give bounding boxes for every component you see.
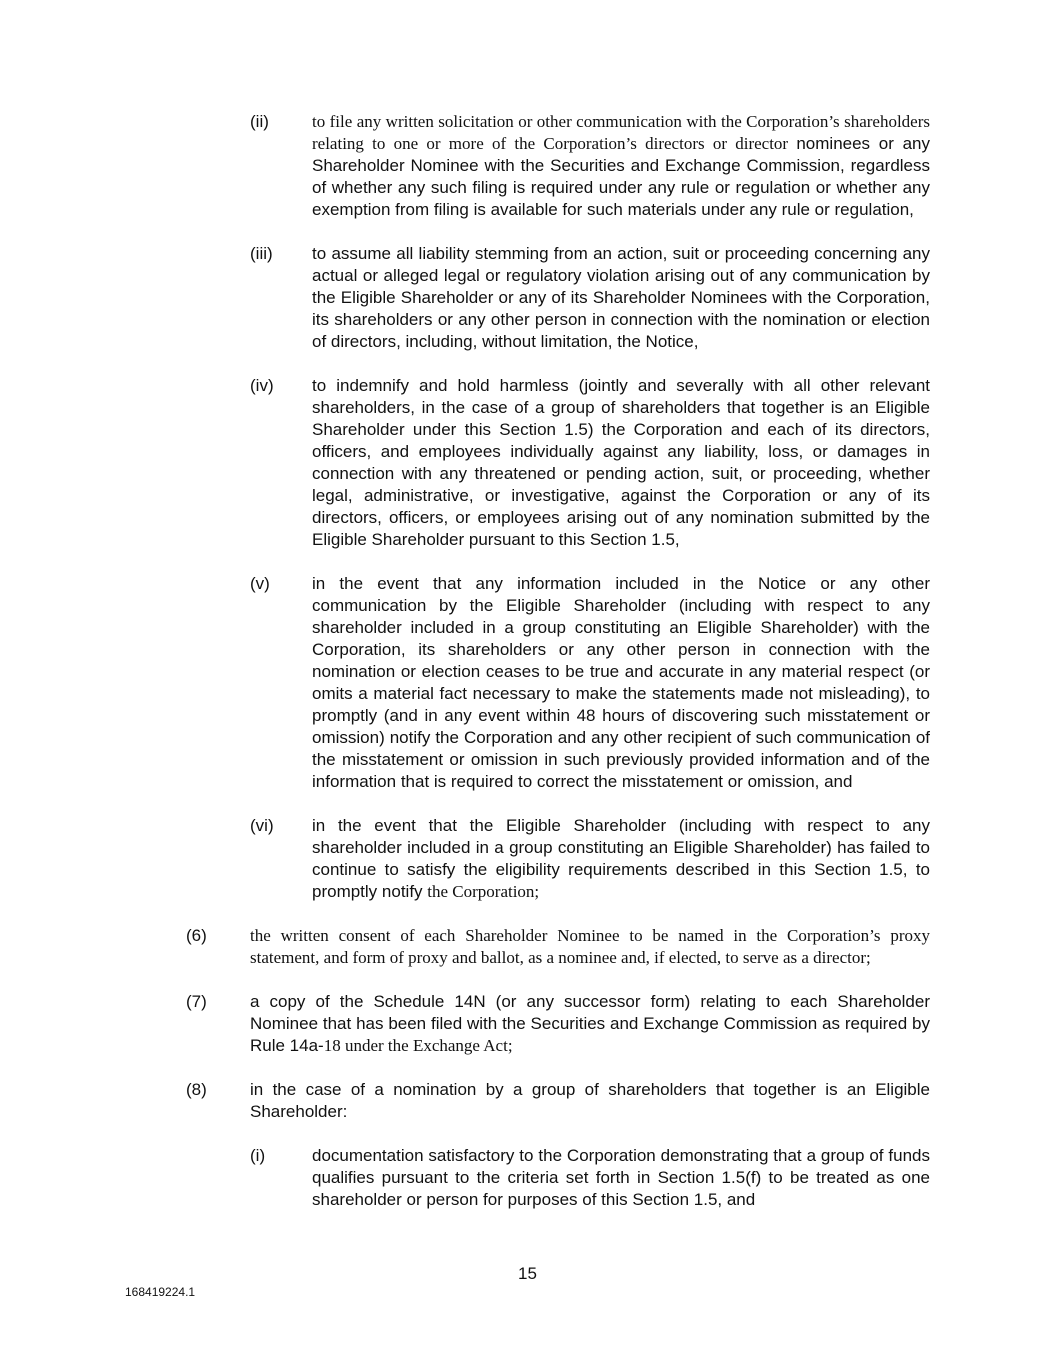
list-item-text [312,573,930,793]
list-item-iv [0,375,1055,551]
list-item-text [312,111,930,221]
list-item-text [250,991,930,1057]
text-segment: in the event that any information included in the Notice or any other communication by the Eligible Shareholder (including with respect to any shareholder included in a group constituting an Eligible Shareholder) with the Corporation, its shareholders or any other person in connection with the nomination or election ceases to be true and accurate in any material respect (or omits a material fact necessary to make the statements made not misleading), to promptly (and in any event within 48 hours of discovering such misstatement or omission) notify the Corporation and any other recipient of such communication of the misstatement or omission in such previously provided information and of the information that is required to correct the misstatement or omission, and [312,574,930,791]
list-item-label: (6) [186,926,207,945]
document-id-footer: 168419224.1 [125,1285,196,1299]
text-segment: to assume all liability stemming from an action, suit or proceeding concerning any actual or alleged legal or regulatory violation arising out of any communication by the Eligible Shareholder or any of its Shareholder Nominees with the Corporation, its shareholders or any other person in connection with the nomination or election of directors, including, without limitation, the Notice, [312,244,930,351]
text-segment: a copy of the Schedule 14N (or any successor form) relating to each Shareholder Nominee that has been filed with the Securities and Exchange Commission as required by Rule 14a- [250,992,930,1055]
list-item-label: (vi) [250,816,274,835]
list-item-label: (i) [250,1146,266,1165]
list-item-label: (iii) [250,244,273,263]
text-segment: in the case of a nomination by a group of shareholders that together is an Eligible Shareholder: [250,1080,930,1121]
list-item-text [250,1079,930,1123]
list-item-6 [0,925,1055,969]
text-segment: 18 under the Exchange Act; [323,1036,513,1055]
list-item-ii [0,111,1055,221]
list-item-label: (8) [186,1080,207,1099]
list-item-vi [0,815,1055,903]
list-item-7 [0,991,1055,1057]
text-segment: to indemnify and hold harmless (jointly and severally with all other relevant shareholders, in the case of a group of shareholders that together is an Eligible Shareholder under this Section 1.5) the Corporation and each of its directors, officers, and employees individually against any liability, loss, or damages in connection with any threatened or pending action, suit, or proceeding, whether legal, administrative, or investigative, against the Corporation or any of its directors, officers, or employees arising out of any nomination submitted by the Eligible Shareholder pursuant to this Section 1.5, [312,376,930,549]
list-item-8 [0,1079,1055,1123]
list-item-text [312,243,930,353]
list-item-label: (ii) [250,112,269,131]
list-item-label: (7) [186,992,207,1011]
list-item-iii [0,243,1055,353]
text-segment: to file any written solicitation or other communication with the Corporation’s shareholders relating to one or more of the Corporation’s directors or director [312,112,930,153]
text-segment: documentation satisfactory to the Corporation demonstrating that a group of funds qualifies pursuant to the criteria set forth in Section 1.5(f) to be treated as one shareholder or person for purposes of this Section 1.5, and [312,1146,930,1209]
list-item-text [312,375,930,551]
list-item-label: (v) [250,574,270,593]
list-item-label: (iv) [250,376,274,395]
list-item-text [312,815,930,903]
list-item-i [0,1145,1055,1211]
list-item-text [312,1145,930,1211]
page-number: 15 [518,1264,537,1283]
text-segment: nominees or any Shareholder Nominee with the Securities and Exchange Commission, regardless of whether any such filing is required under any rule or regulation or whether any exemption from filing is available for such materials under any rule or regulation, [312,134,931,219]
list-container [0,111,1055,1233]
text-segment: in the event that the Eligible Shareholder (including with respect to any shareholder included in a group constituting an Eligible Shareholder) has failed to continue to satisfy the eligibility requirements described in this Section 1.5, to promptly notify [312,816,930,901]
list-item-v [0,573,1055,793]
list-item-text [250,925,930,969]
text-segment: the written consent of each Shareholder Nominee to be named in the Corporation’s proxy statement, and form of proxy and ballot, as a nominee and, if elected, to serve as a director; [250,926,930,967]
text-segment: the Corporation; [427,882,540,901]
